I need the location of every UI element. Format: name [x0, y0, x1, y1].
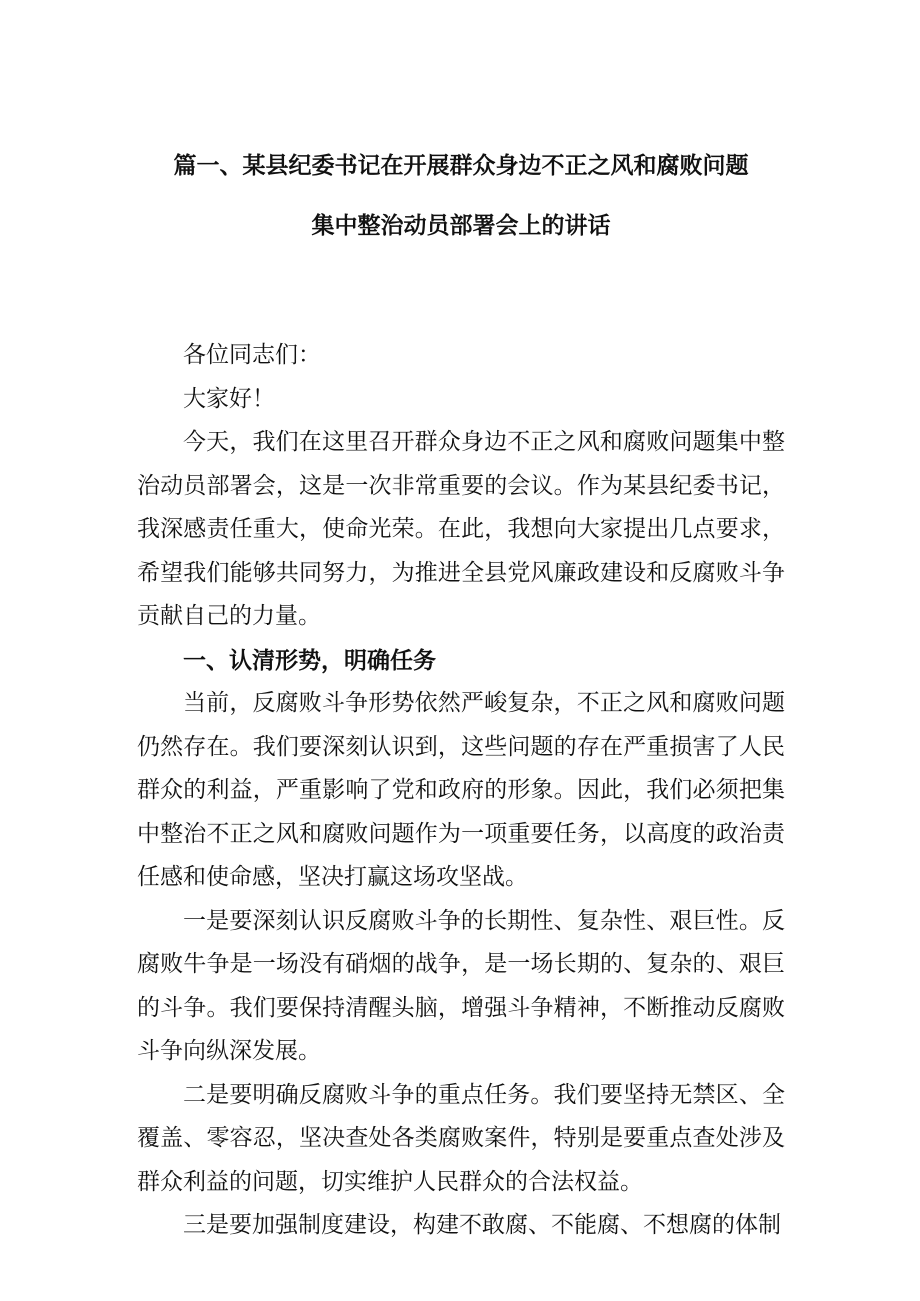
paragraph-point-3: 三是要加强制度建设，构建不敢腐、不能腐、不想腐的体制 [183, 1212, 781, 1238]
paragraph-intro: 今天，我们在这里召开群众身边不正之风和腐败问题集中整治动员部署会，这是一次非常重要的会议。作为某县纪委书记，我深感责任重大，使命光荣。在此，我想向大家提出几点要求，希望我们能够共同努力，为推进全县党风廉政建设和反腐败斗争贡献自己的力量。 [137, 429, 785, 629]
paragraph-point-1: 一是要深刻认识反腐败斗争的长期性、复杂性、艰巨性。反腐败牛争是一场没有硝烟的战争，是一场长期的、复杂的、艰巨的斗争。我们要保持清醒头脑，增强斗争精神，不断推动反腐败斗争向纵深发展。 [137, 907, 785, 1064]
paragraph-situation: 当前，反腐败斗争形势依然严峻复杂，不正之风和腐败问题仍然存在。我们要深刻认识到，这些问题的存在严重损害了人民群众的利益，严重影响了党和政府的形象。因此，我们必须把集中整治不正之风和腐败问题作为一项重要任务，以高度的政治责任感和使命感，坚决打赢这场攻坚战。 [137, 690, 785, 890]
section-heading-1: 一、认清形势，明确任务 [183, 646, 436, 674]
document-title-line1: 篇一、某县纪委书记在开展群众身边不正之风和腐败问题 [173, 152, 749, 179]
greeting: 大家好！ [183, 385, 275, 412]
paragraph-point-2: 二是要明确反腐败斗争的重点任务。我们要坚持无禁区、全覆盖、零容忍，坚决查处各类腐败案件，特别是要重点查处涉及群众利益的问题，切实维护人民群众的合法权益。 [137, 1081, 785, 1195]
document-title-line2: 集中整治动员部署会上的讲话 [311, 212, 611, 239]
document-body [137, 334, 785, 1248]
document-page [137, 140, 785, 1248]
salutation: 各位同志们： [183, 342, 321, 368]
